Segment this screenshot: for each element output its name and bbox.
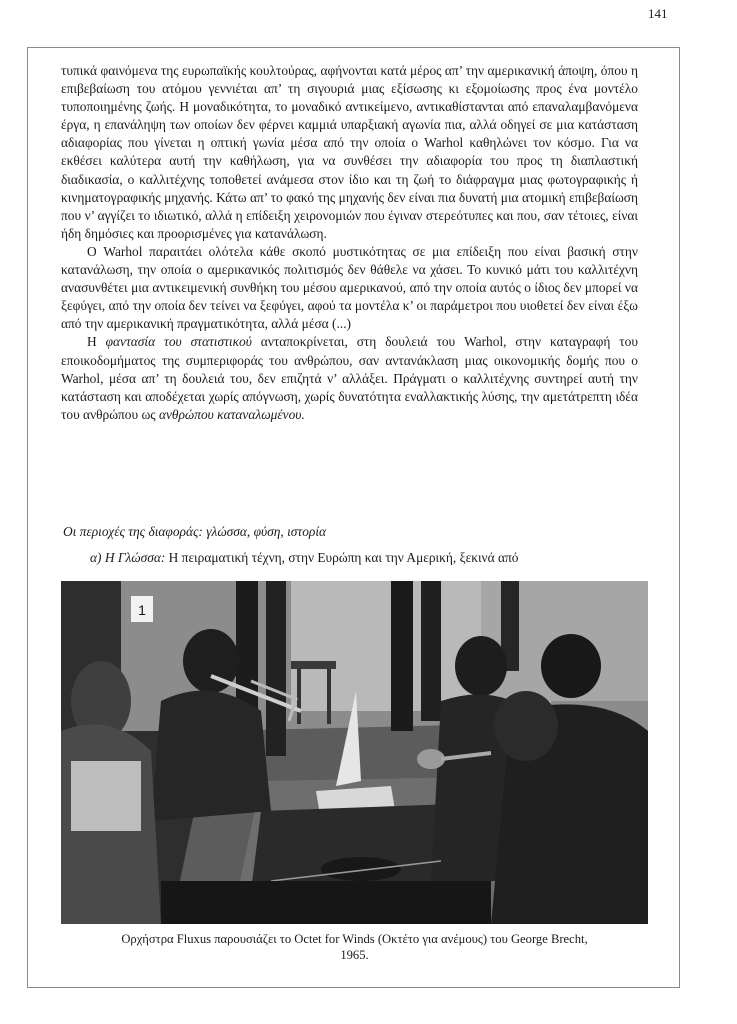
subsection-text: Η πειραματική τέχνη, στην Ευρώπη και την Αμερική, ξεκινά από — [165, 550, 519, 565]
paragraph — [61, 243, 638, 333]
text-run: Ο Warhol παραιτάει ολότελα κάθε σκοπό μυστικότητας σε μια επίδειξη που είναι βασική στην κατανάλωση, την οποία ο αμερικανικός πολιτισμός δεν θάθελε να χάσει. Το κυνικό μάτι του καλλιτέχνη ανασυνθέτει μια αντικειμενική συνθήκη του μέσου αμερικανού, από την οποία αυτός ο ίδιος δεν μπορεί να ξεφύγει, από την οποία δεν τείνει να ξεφύγει, αφού τα μοντέλα κ’ οι παράμετροι που υιοθετεί δεν είναι έξω από την αμερικανική πραγματικότητα, αλλά μέσα (...) — [61, 243, 638, 332]
page-number: 141 — [648, 6, 668, 21]
italic-phrase: ανθρώπου καταναλωμένου. — [158, 406, 305, 422]
italic-phrase: φαντασία του στατιστικού — [105, 334, 252, 350]
photo-sign-number: 1 — [138, 602, 146, 618]
figure-caption-line-2: 1965. — [340, 948, 369, 962]
section-heading: Οι περιοχές της διαφοράς: γλώσσα, φύση, ιστορία — [63, 524, 327, 539]
photo-fluxus-orchestra — [61, 581, 648, 924]
subsection-label: α) Η Γλώσσα: — [90, 550, 166, 565]
figure-caption — [61, 931, 648, 963]
text-run: Η — [87, 334, 106, 350]
paragraph — [61, 62, 638, 243]
text-run: τυπικά φαινόμενα της ευρωπαϊκής κουλτούρας, αφήνονται κατά μέρος απ’ την αμερικανική άποψη, όπου η επιβεβαίωση του ατόμου γεννιέται απ’ τη σιγουριά μιας εξίσωσης κι εξομοίωσης προς ένα μοντέλο τυποποιημένης ζωής. Η μοναδικότητα, το μοναδικό αντικείμενο, αντικαθίστανται από επαναλαμβανόμενα έργα, η επανάληψη των οποίων δεν φέρνει καμμιά υπαρξιακή αγωνία πια, αλλά οδηγεί σε μια κατάσταση αδιαφορίας που γίνεται η οπτική γωνία μέσα από την οποία ο Warhol καθηλώνει τον κόσμο. Για να εκθέσει καλύτερα αυτή την καθήλωση, για να συνθέσει την αδιαφορία του προς τη διαπλαστική διαδικασία, ο καλλιτέχνης τοποθετεί ανάμεσα στον ίδιο και τη ζωή το διάφραγμα μιας φωτογραφικής ή κινηματογραφικής μηχανής. Κάτω απ’ το φακό της μηχανής δεν είναι πια δυνατή μια ατομική επιβεβαίωση που ν’ αγγίζει το ιδιωτικό, αλλά η επίδειξη χειρονομιών που έγιναν στερεότυπες και που, σαν τέτοιες, είναι ήδη δημόσιες και προορισμένες για κατανάλωση. — [61, 63, 638, 241]
photo-illustration — [61, 581, 648, 924]
text-run: ανταποκρίνεται, στη δουλειά του Warhol, στην καταγραφή του εποικοδομήματος της συμπεριφοράς του ανθρώπου, σαν αντανάκλαση μιας οικονομικής δομής που ο Warhol, μέσα απ’ τη δουλειά του, δεν επιζητά ν’ αλλάξει. Πράγματι ο καλλιτέχνης συντηρεί αυτή την κατάσταση και αποδέχεται χωρίς απόγνωση, χωρίς δυνατότητα εναλλακτικής λύσης, την αμετάτρεπτη ιδέα του ανθρώπου ως — [61, 334, 638, 422]
body-text — [61, 62, 638, 424]
paragraph — [61, 333, 638, 423]
subsection-intro — [90, 550, 638, 566]
figure-caption-line-1: Ορχήστρα Fluxus παρουσιάζει το Octet for Winds (Οκτέτο για ανέμους) του George Brecht, — [121, 932, 588, 946]
